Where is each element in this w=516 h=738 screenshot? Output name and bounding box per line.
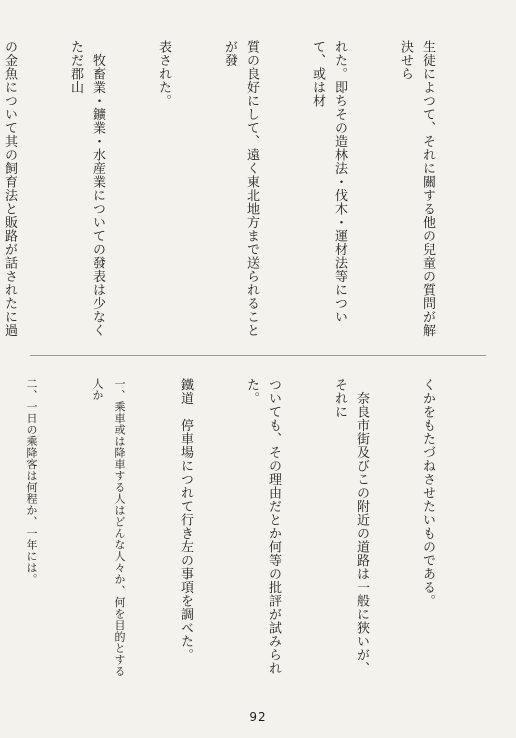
text-line: ついても、その理由だとか何等の批評が試みられた。: [244, 378, 281, 675]
text-line: 鐵道 停車場につれて行き左の事項を調べた。: [178, 378, 193, 662]
text-line: 牧畜業・鑛業・水産業についての發表は少なくただ郡山: [68, 40, 105, 337]
text-line: 生徒によつて、それに關する他の兒童の質問が解決せら: [398, 40, 435, 337]
column-divider: [30, 355, 486, 356]
text-block-top: [2, 40, 482, 340]
page-number: 92: [249, 710, 267, 724]
text-line: 質の良好にして、遠く東北地方まで送られることが發: [222, 40, 259, 337]
text-line: 奈良市街及びこの附近の道路は一般に狹いが、それに: [332, 378, 369, 675]
text-block-bottom: [22, 378, 482, 678]
text-line: 表された。: [156, 40, 171, 108]
text-line: 一、乘車或は降車する人はどんな人々か、何を目的とする人か: [91, 378, 126, 677]
text-line: れた。即ちその造林法・伐木・運材法等について、或は材: [310, 40, 347, 324]
text-line: 二、一日の乘降客は何程か、一年には。: [25, 378, 38, 585]
text-line: の金魚について其の飼育法と販路が話されたに過: [2, 40, 17, 337]
text-line: くかをもたづねさせたいものである。: [420, 378, 435, 608]
